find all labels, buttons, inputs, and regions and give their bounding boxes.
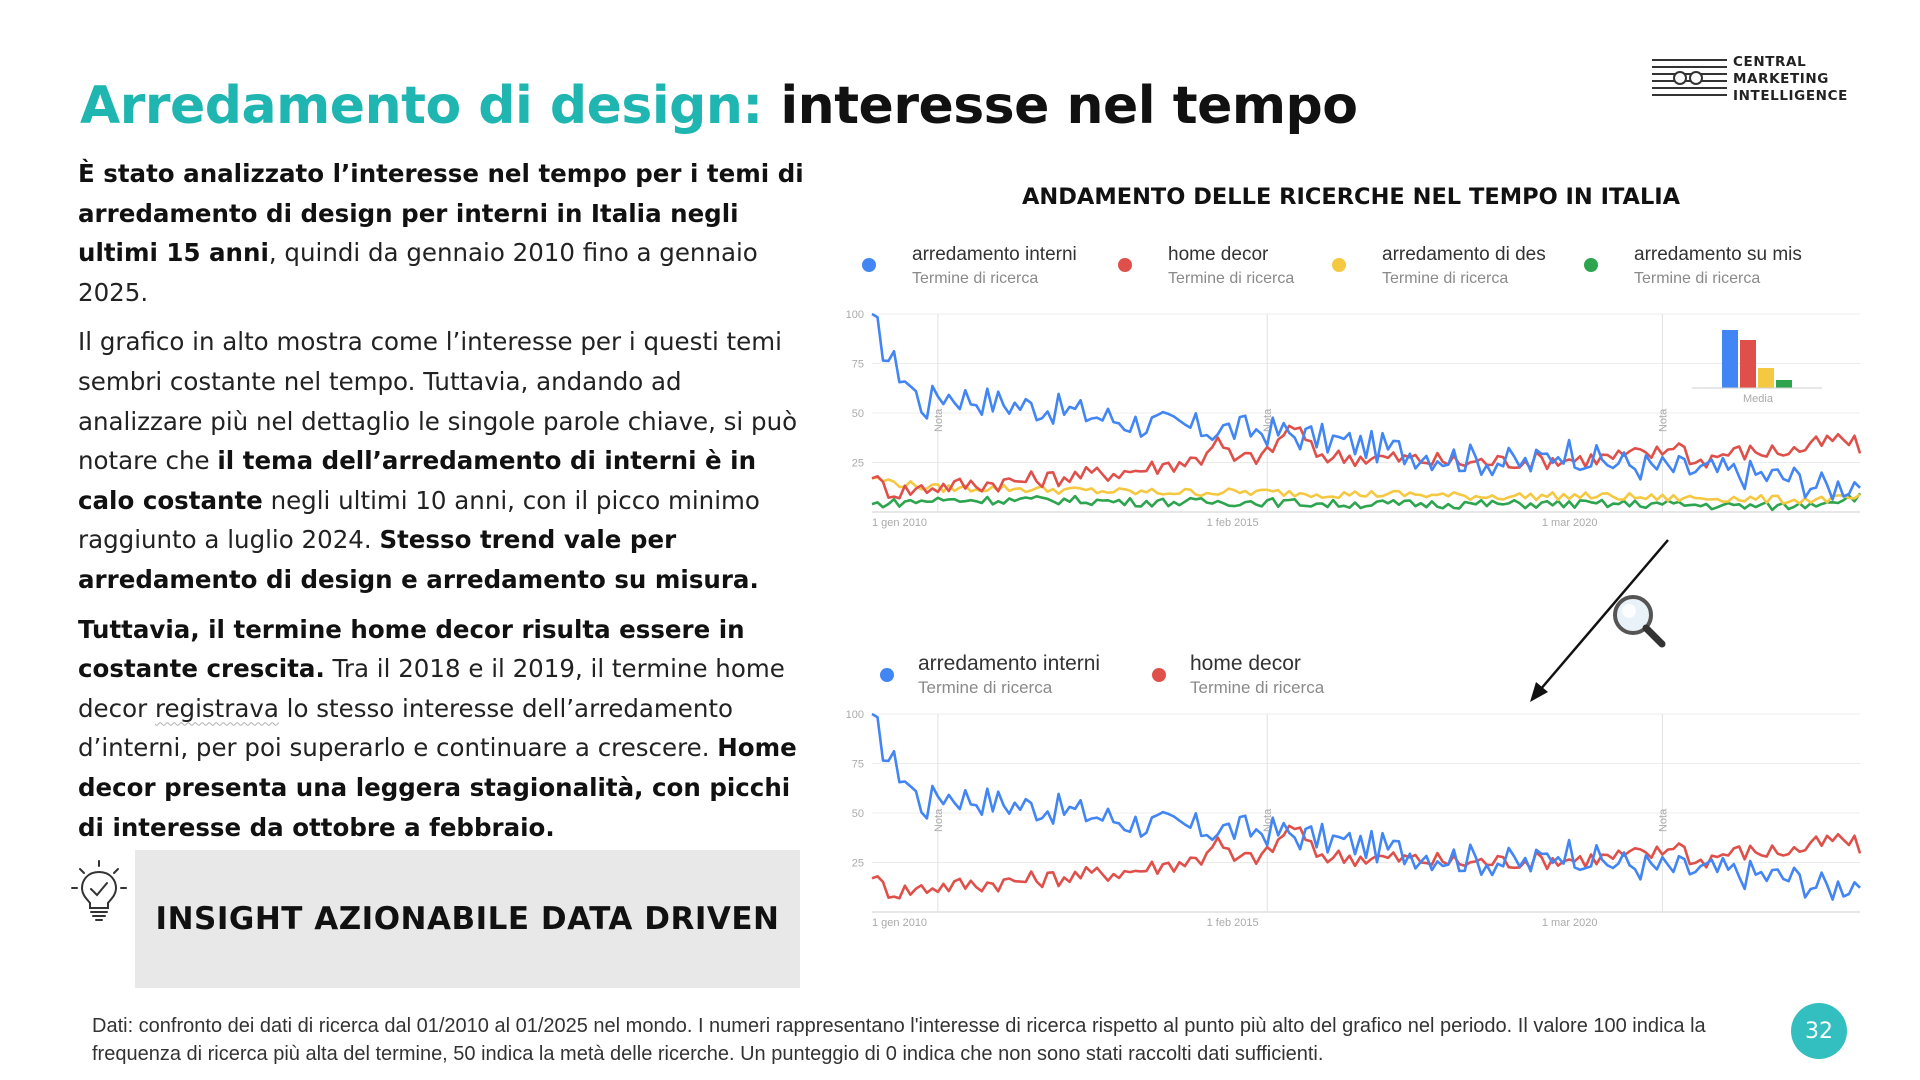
- legend-sub: Termine di ricerca: [1168, 270, 1295, 287]
- x-tick-label: 1 mar 2020: [1541, 917, 1598, 929]
- note-label: Nota: [1657, 408, 1670, 432]
- legend-label: home decor: [1190, 652, 1301, 675]
- series-line-arredamento-interni: [872, 714, 1860, 900]
- y-tick-label: 75: [851, 358, 864, 371]
- y-tick-label: 100: [845, 709, 864, 721]
- paragraph-trend: [78, 322, 808, 599]
- home-decor-text-b: Tra il 2018 e il 2019, il termine home decor: [78, 654, 785, 723]
- legend-dot-red: [1118, 258, 1132, 272]
- page-title: [80, 76, 1357, 136]
- x-tick-label: 1 gen 2010: [872, 517, 928, 529]
- intro-rest: , quindi da gennaio 2010 fino a gennaio 2025.: [78, 238, 758, 307]
- intro-bold: È stato analizzato l’interesse nel tempo per i temi di arredamento di design per interni in Italia negli ultimi 15 anni: [78, 159, 804, 268]
- insight-label: INSIGHT AZIONABILE DATA DRIVEN: [155, 901, 780, 937]
- title-rest: interesse nel tempo: [780, 76, 1358, 136]
- legend-dot-blue: [880, 668, 894, 682]
- legend-top: [862, 244, 1862, 300]
- y-tick-label: 50: [851, 808, 864, 820]
- legend-label: home decor: [1168, 244, 1269, 265]
- average-bar: [1776, 380, 1792, 388]
- legend-dot-green: [1584, 258, 1598, 272]
- legend-label: arredamento interni: [912, 244, 1077, 265]
- paragraph-intro: [78, 154, 808, 312]
- note-label: Nota: [1262, 408, 1275, 432]
- legend-sub: Termine di ricerca: [1634, 270, 1761, 287]
- note-label: Nota: [932, 408, 945, 432]
- insight-box: [135, 850, 800, 988]
- y-tick-label: 25: [851, 857, 864, 870]
- legend-label: arredamento su mis: [1634, 244, 1802, 265]
- title-accent: Arredamento di design:: [80, 76, 763, 136]
- logo-mark-icon: [1652, 57, 1727, 103]
- y-tick-label: 75: [851, 758, 864, 771]
- zoom-arrow: [1500, 530, 1700, 710]
- analysis-text: [78, 154, 808, 857]
- legend-sub: Termine di ricerca: [912, 270, 1039, 287]
- magnifier-icon: [1615, 597, 1662, 644]
- y-tick-label: 25: [851, 457, 864, 470]
- inset-label: Media: [1743, 393, 1773, 405]
- chart-title: ANDAMENTO DELLE RICERCHE NEL TEMPO IN ITALIA: [1022, 184, 1681, 210]
- page-number: 32: [1791, 1003, 1847, 1059]
- average-bar: [1758, 368, 1774, 388]
- y-tick-label: 50: [851, 408, 864, 420]
- x-tick-label: 1 feb 2015: [1206, 517, 1259, 529]
- x-tick-label: 1 feb 2015: [1206, 917, 1259, 929]
- logo-wordmark: [1733, 54, 1848, 105]
- trend-text-c: negli ultimi 10 anni, con il picco minimo raggiunto a luglio 2024.: [78, 485, 760, 555]
- legend-dot-red: [1152, 668, 1166, 682]
- note-label: Nota: [1262, 808, 1275, 832]
- note-label: Nota: [1657, 808, 1670, 832]
- average-bar: [1740, 340, 1756, 388]
- spellcheck-word: registrava: [154, 693, 279, 723]
- x-tick-label: 1 mar 2020: [1541, 517, 1598, 529]
- trend-text-a: Il grafico in alto mostra come l’interesse per i questi temi sembri costante nel tempo. Tuttavia, andando ad analizzare più nel dettaglio le singole parole chiave, si può notare che: [78, 327, 798, 476]
- logo-line: MARKETING: [1733, 71, 1829, 87]
- series-line-arredamento-interni: [872, 314, 1860, 500]
- note-label: Nota: [932, 808, 945, 832]
- trend-bold-b: il tema dell’arredamento di interni è in calo costante: [78, 446, 757, 515]
- trend-bold-d: Stesso trend vale per arredamento di design e arredamento su misura.: [78, 525, 759, 594]
- legend-label: arredamento di des: [1382, 244, 1546, 265]
- central-marketing-intelligence-logo: [1652, 54, 1848, 105]
- legend-sub: Termine di ricerca: [918, 678, 1053, 697]
- legend-sub: Termine di ricerca: [1382, 270, 1509, 287]
- logo-line: CENTRAL: [1733, 54, 1807, 70]
- average-bar: [1722, 330, 1738, 388]
- home-decor-bold-a: Tuttavia, il termine home decor risulta essere in costante crescita.: [78, 614, 745, 684]
- trends-chart-all-terms: [830, 300, 1870, 540]
- y-tick-label: 100: [845, 309, 864, 321]
- trends-chart-zoom: [830, 700, 1870, 940]
- footnote: Dati: confronto dei dati di ricerca dal 01/2010 al 01/2025 nel mondo. I numeri rappresentano l'interesse di ricerca rispetto al punto più alto del grafico nel periodo. Il valore 100 indica la frequenza di ricerca più alta del termine, 50 indica la metà delle ricerche. Un punteggio di 0 indica che non sono stati raccolti dati sufficienti.: [92, 1015, 1706, 1065]
- legend-label: arredamento interni: [918, 652, 1101, 675]
- home-decor-text-c: lo stesso interesse dell’arredamento d’interni, per poi superarlo e continuare a crescere.: [78, 693, 733, 763]
- legend-sub: Termine di ricerca: [1190, 678, 1325, 697]
- legend-dot-yellow: [1332, 258, 1346, 272]
- logo-line: INTELLIGENCE: [1733, 88, 1848, 104]
- paragraph-home-decor: [78, 610, 808, 848]
- home-decor-bold-d: Home decor presenta una leggera stagionalità, con picchi di interesse da ottobre a febbraio.: [78, 733, 797, 842]
- lightbulb-check-icon: [70, 860, 128, 922]
- x-tick-label: 1 gen 2010: [872, 917, 928, 929]
- legend-dot-blue: [862, 258, 876, 272]
